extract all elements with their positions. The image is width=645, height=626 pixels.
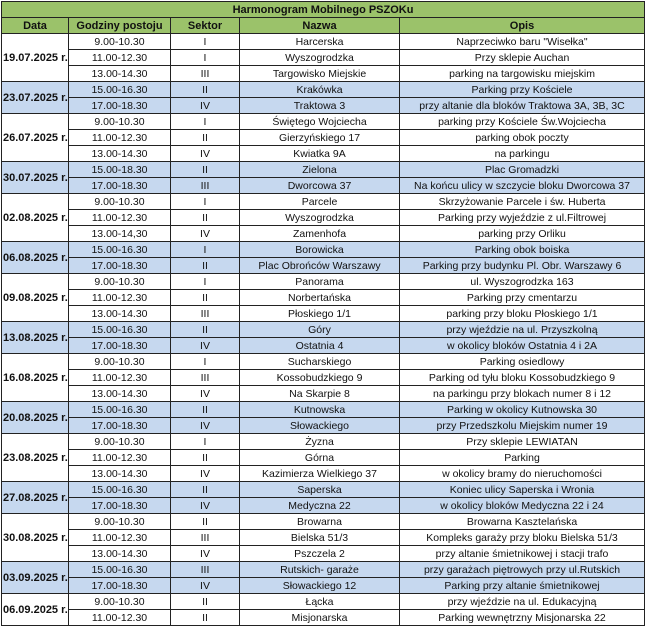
sector-cell: III xyxy=(171,306,240,322)
sector-cell: II xyxy=(171,402,240,418)
hours-cell: 15.00-18.30 xyxy=(69,162,171,178)
hours-cell: 13.00-14.30 xyxy=(69,546,171,562)
sector-cell: II xyxy=(171,210,240,226)
sector-cell: I xyxy=(171,114,240,130)
sector-cell: III xyxy=(171,178,240,194)
table-row xyxy=(2,402,645,418)
sector-cell: IV xyxy=(171,338,240,354)
sector-cell: II xyxy=(171,162,240,178)
hours-cell: 17.00-18.30 xyxy=(69,338,171,354)
column-header-sector: Sektor xyxy=(171,18,240,34)
date-cell: 23.08.2025 r. xyxy=(2,434,69,482)
sector-cell: IV xyxy=(171,226,240,242)
hours-cell: 11.00-12.30 xyxy=(69,210,171,226)
hours-cell: 9.00-10.30 xyxy=(69,434,171,450)
name-cell: Dworcowa 37 xyxy=(240,178,400,194)
date-cell: 23.07.2025 r. xyxy=(2,82,69,114)
hours-cell: 9.00-10.30 xyxy=(69,354,171,370)
name-cell: Zielona xyxy=(240,162,400,178)
hours-cell: 17.00-18.30 xyxy=(69,178,171,194)
description-cell: Parking osiedlowy xyxy=(400,354,645,370)
column-header-name: Nazwa xyxy=(240,18,400,34)
sector-cell: IV xyxy=(171,546,240,562)
hours-cell: 9.00-10.30 xyxy=(69,114,171,130)
column-header-date: Data xyxy=(2,18,69,34)
description-cell: Kompleks garaży przy bloku Bielska 51/3 xyxy=(400,530,645,546)
description-cell: Koniec ulicy Saperska i Wronia xyxy=(400,482,645,498)
name-cell: Płoskiego 1/1 xyxy=(240,306,400,322)
table-row xyxy=(2,418,645,434)
table-row xyxy=(2,338,645,354)
sector-cell: I xyxy=(171,354,240,370)
name-cell: Ostatnia 4 xyxy=(240,338,400,354)
table-row xyxy=(2,66,645,82)
table-row xyxy=(2,450,645,466)
sector-cell: II xyxy=(171,514,240,530)
description-cell: parking przy bloku Płoskiego 1/1 xyxy=(400,306,645,322)
description-cell: w okolicy bloków Medyczna 22 i 24 xyxy=(400,498,645,514)
sector-cell: III xyxy=(171,66,240,82)
description-cell: ul. Wyszogrodzka 163 xyxy=(400,274,645,290)
sector-cell: I xyxy=(171,194,240,210)
name-cell: Targowisko Miejskie xyxy=(240,66,400,82)
name-cell: Wyszogrodzka xyxy=(240,50,400,66)
name-cell: Kazimierza Wielkiego 37 xyxy=(240,466,400,482)
hours-cell: 9.00-10.30 xyxy=(69,34,171,50)
hours-cell: 17.00-18.30 xyxy=(69,258,171,274)
sector-cell: II xyxy=(171,82,240,98)
name-cell: Rutskich- garaże xyxy=(240,562,400,578)
hours-cell: 13.00-14.30 xyxy=(69,386,171,402)
description-cell: Parking przy Kościele xyxy=(400,82,645,98)
description-cell: Plac Gromadzki xyxy=(400,162,645,178)
table-row xyxy=(2,146,645,162)
table-row xyxy=(2,290,645,306)
name-cell: Słowackiego xyxy=(240,418,400,434)
sector-cell: II xyxy=(171,290,240,306)
name-cell: Świętego Wojciecha xyxy=(240,114,400,130)
table-row xyxy=(2,130,645,146)
hours-cell: 17.00-18.30 xyxy=(69,498,171,514)
name-cell: Kwiatka 9A xyxy=(240,146,400,162)
sector-cell: IV xyxy=(171,146,240,162)
hours-cell: 11.00-12.30 xyxy=(69,610,171,626)
table-row xyxy=(2,194,645,210)
name-cell: Bielska 51/3 xyxy=(240,530,400,546)
description-cell: przy garażach piętrowych przy ul.Rutskich xyxy=(400,562,645,578)
table-row xyxy=(2,578,645,594)
name-cell: Sucharskiego xyxy=(240,354,400,370)
hours-cell: 11.00-12.30 xyxy=(69,290,171,306)
hours-cell: 13.00-14,30 xyxy=(69,226,171,242)
sector-cell: II xyxy=(171,258,240,274)
hours-cell: 17.00-18.30 xyxy=(69,98,171,114)
table-row xyxy=(2,386,645,402)
description-cell: Parking przy budynku Pl. Obr. Warszawy 6 xyxy=(400,258,645,274)
description-cell: Przy sklepie Auchan xyxy=(400,50,645,66)
table-row xyxy=(2,610,645,626)
description-cell: Browarna Kasztelańska xyxy=(400,514,645,530)
date-cell: 02.08.2025 r. xyxy=(2,194,69,242)
description-cell: Parking przy altanie śmietnikowej xyxy=(400,578,645,594)
table-row xyxy=(2,530,645,546)
date-cell: 16.08.2025 r. xyxy=(2,354,69,402)
date-cell: 20.08.2025 r. xyxy=(2,402,69,434)
hours-cell: 13.00-14.30 xyxy=(69,306,171,322)
description-cell: przy altanie dla bloków Traktowa 3A, 3B, 3C xyxy=(400,98,645,114)
sector-cell: II xyxy=(171,130,240,146)
table-row xyxy=(2,482,645,498)
hours-cell: 11.00-12.30 xyxy=(69,130,171,146)
sector-cell: IV xyxy=(171,418,240,434)
name-cell: Gierzyńskiego 17 xyxy=(240,130,400,146)
description-cell: na parkingu xyxy=(400,146,645,162)
table-row xyxy=(2,114,645,130)
column-header-hours: Godziny postoju xyxy=(69,18,171,34)
description-cell: Parking xyxy=(400,450,645,466)
name-cell: Góry xyxy=(240,322,400,338)
schedule-table xyxy=(1,1,645,626)
sector-cell: I xyxy=(171,242,240,258)
hours-cell: 9.00-10.30 xyxy=(69,194,171,210)
description-cell: Parking przy wyjeździe z ul.Filtrowej xyxy=(400,210,645,226)
table-row xyxy=(2,306,645,322)
table-row xyxy=(2,498,645,514)
name-cell: Borowicka xyxy=(240,242,400,258)
sector-cell: III xyxy=(171,562,240,578)
description-cell: przy wjeździe na ul. Przyszkolną xyxy=(400,322,645,338)
table-row xyxy=(2,162,645,178)
hours-cell: 9.00-10.30 xyxy=(69,274,171,290)
sector-cell: I xyxy=(171,50,240,66)
description-cell: w okolicy bloków Ostatnia 4 i 2A xyxy=(400,338,645,354)
hours-cell: 11.00-12.30 xyxy=(69,450,171,466)
hours-cell: 11.00-12.30 xyxy=(69,530,171,546)
sector-cell: II xyxy=(171,482,240,498)
sector-cell: IV xyxy=(171,98,240,114)
hours-cell: 15.00-16.30 xyxy=(69,482,171,498)
description-cell: Parking w okolicy Kutnowska 30 xyxy=(400,402,645,418)
table-row xyxy=(2,466,645,482)
description-cell: parking przy Kościele Św.Wojciecha xyxy=(400,114,645,130)
name-cell: Misjonarska xyxy=(240,610,400,626)
table-row xyxy=(2,546,645,562)
date-cell: 13.08.2025 r. xyxy=(2,322,69,354)
date-cell: 19.07.2025 r. xyxy=(2,34,69,82)
hours-cell: 15.00-16.30 xyxy=(69,402,171,418)
description-cell: przy wjeździe na ul. Edukacyjną xyxy=(400,594,645,610)
table-row xyxy=(2,514,645,530)
column-header-description: Opis xyxy=(400,18,645,34)
table-row xyxy=(2,434,645,450)
name-cell: Kutnowska xyxy=(240,402,400,418)
description-cell: parking na targowisku miejskim xyxy=(400,66,645,82)
sector-cell: IV xyxy=(171,578,240,594)
hours-cell: 15.00-16.30 xyxy=(69,82,171,98)
description-cell: Przy sklepie LEWIATAN xyxy=(400,434,645,450)
table-row xyxy=(2,82,645,98)
name-cell: Medyczna 22 xyxy=(240,498,400,514)
name-cell: Saperska xyxy=(240,482,400,498)
hours-cell: 15.00-16.30 xyxy=(69,322,171,338)
sector-cell: II xyxy=(171,594,240,610)
sector-cell: IV xyxy=(171,386,240,402)
name-cell: Pszczela 2 xyxy=(240,546,400,562)
description-cell: Parking przy cmentarzu xyxy=(400,290,645,306)
hours-cell: 17.00-18.30 xyxy=(69,578,171,594)
hours-cell: 9.00-10.30 xyxy=(69,594,171,610)
table-row xyxy=(2,274,645,290)
date-cell: 03.09.2025 r. xyxy=(2,562,69,594)
date-cell: 06.08.2025 r. xyxy=(2,242,69,274)
name-cell: Kossobudzkiego 9 xyxy=(240,370,400,386)
name-cell: Żyzna xyxy=(240,434,400,450)
date-cell: 06.09.2025 r. xyxy=(2,594,69,626)
name-cell: Górna xyxy=(240,450,400,466)
sector-cell: I xyxy=(171,434,240,450)
hours-cell: 17.00-18.30 xyxy=(69,418,171,434)
hours-cell: 11.00-12.30 xyxy=(69,370,171,386)
sector-cell: IV xyxy=(171,498,240,514)
hours-cell: 13.00-14.30 xyxy=(69,66,171,82)
sector-cell: I xyxy=(171,274,240,290)
hours-cell: 11.00-12.30 xyxy=(69,50,171,66)
date-cell: 26.07.2025 r. xyxy=(2,114,69,162)
sector-cell: II xyxy=(171,610,240,626)
sector-cell: III xyxy=(171,530,240,546)
hours-cell: 15.00-16.30 xyxy=(69,242,171,258)
hours-cell: 13.00-14.30 xyxy=(69,146,171,162)
date-cell: 30.08.2025 r. xyxy=(2,514,69,562)
description-cell: Parking obok boiska xyxy=(400,242,645,258)
sector-cell: IV xyxy=(171,466,240,482)
description-cell: parking obok poczty xyxy=(400,130,645,146)
table-title: Harmonogram Mobilnego PSZOKu xyxy=(2,2,645,18)
hours-cell: 15.00-16.30 xyxy=(69,562,171,578)
table-row xyxy=(2,354,645,370)
table-row xyxy=(2,562,645,578)
table-row xyxy=(2,178,645,194)
description-cell: Parking od tyłu bloku Kossobudzkiego 9 xyxy=(400,370,645,386)
table-row xyxy=(2,258,645,274)
table-row xyxy=(2,98,645,114)
sector-cell: I xyxy=(171,34,240,50)
table-row xyxy=(2,210,645,226)
name-cell: Na Skarpie 8 xyxy=(240,386,400,402)
description-cell: na parkingu przy blokach numer 8 i 12 xyxy=(400,386,645,402)
description-cell: Parking wewnętrzny Misjonarska 22 xyxy=(400,610,645,626)
description-cell: przy altanie śmietnikowej i stacji trafo xyxy=(400,546,645,562)
name-cell: Browarna xyxy=(240,514,400,530)
name-cell: Parcele xyxy=(240,194,400,210)
name-cell: Plac Obrońców Warszawy xyxy=(240,258,400,274)
date-cell: 09.08.2025 r. xyxy=(2,274,69,322)
name-cell: Zamenhofa xyxy=(240,226,400,242)
sector-cell: II xyxy=(171,450,240,466)
name-cell: Łącka xyxy=(240,594,400,610)
table-row xyxy=(2,370,645,386)
name-cell: Traktowa 3 xyxy=(240,98,400,114)
header-row xyxy=(2,18,645,34)
name-cell: Panorama xyxy=(240,274,400,290)
date-cell: 27.08.2025 r. xyxy=(2,482,69,514)
table-row xyxy=(2,594,645,610)
name-cell: Harcerska xyxy=(240,34,400,50)
table-row xyxy=(2,226,645,242)
name-cell: Krakówka xyxy=(240,82,400,98)
name-cell: Słowackiego 12 xyxy=(240,578,400,594)
description-cell: przy Przedszkolu Miejskim numer 19 xyxy=(400,418,645,434)
table-row xyxy=(2,50,645,66)
name-cell: Norbertańska xyxy=(240,290,400,306)
table-row xyxy=(2,322,645,338)
hours-cell: 13.00-14.30 xyxy=(69,466,171,482)
description-cell: Na końcu ulicy w szczycie bloku Dworcowa 37 xyxy=(400,178,645,194)
sector-cell: III xyxy=(171,370,240,386)
table-row xyxy=(2,34,645,50)
sector-cell: II xyxy=(171,322,240,338)
description-cell: w okolicy bramy do nieruchomości xyxy=(400,466,645,482)
name-cell: Wyszogrodzka xyxy=(240,210,400,226)
date-cell: 30.07.2025 r. xyxy=(2,162,69,194)
description-cell: Naprzeciwko baru "Wisełka" xyxy=(400,34,645,50)
description-cell: parking przy Orliku xyxy=(400,226,645,242)
table-row xyxy=(2,242,645,258)
title-row xyxy=(2,2,645,18)
hours-cell: 9.00-10.30 xyxy=(69,514,171,530)
description-cell: Skrzyżowanie Parcele i św. Huberta xyxy=(400,194,645,210)
